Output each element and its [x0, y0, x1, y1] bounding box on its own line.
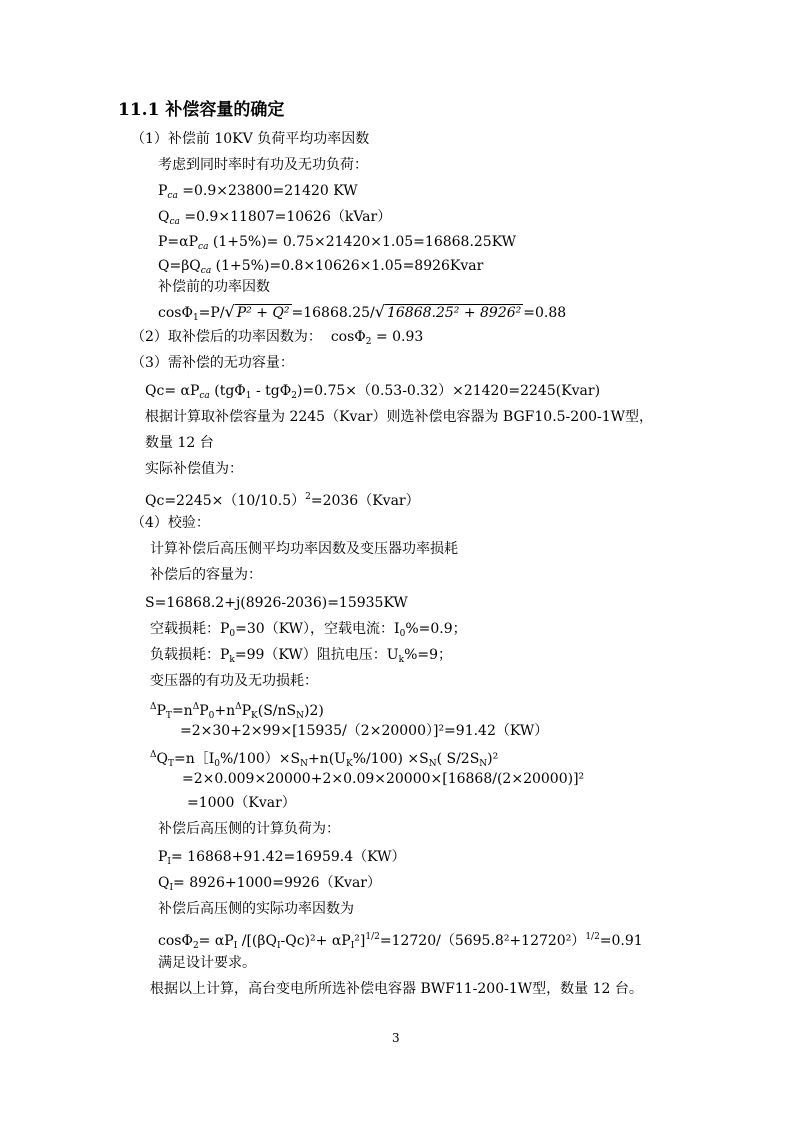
- formula-p: $P=\alpha P_{ca}$ (1+5%)= 0.75×21420×1.05=16868.25KW: [158, 234, 517, 252]
- formula-qca: $Q_{ca}$ =0.9×11807=10626（kVar）: [158, 209, 392, 227]
- noload-line: 空载损耗：$P_0=30(KW)$，空载电流：$I_0\%=0.9$；: [150, 621, 467, 639]
- pf-label: 补偿前的功率因数: [158, 279, 270, 295]
- formula-qc: $Qc= \alpha P_{ca}$ (tgΦ$_1$ - tgΦ$_2$)=0.75×（0.53-0.32）×21420=2245(Kvar): [145, 383, 601, 401]
- formula-cos1: cosΦ$_1$=P/√ P² + Q² =16868.25/√ 16868.25² + 8926² =0.88: [158, 302, 567, 323]
- cap-label: 补偿后的容量为：: [150, 567, 262, 583]
- page-number: 3: [392, 1031, 400, 1045]
- step4-heading: （4）校验：: [131, 515, 210, 531]
- formula-q: $Q=\beta Q_{ca}$ (1+5%)=0.8×10626×1.05=8926Kvar: [158, 258, 484, 276]
- step1-intro: 考虑到同时率时有功及无功负荷：: [158, 157, 368, 173]
- loss-label: 变压器的有功及无功损耗：: [150, 673, 318, 689]
- conclusion: 根据以上计算，高台变电所所选补偿电容器 BWF11-200-1W型，数量 12 台。: [150, 981, 643, 997]
- step1-heading: （1）补偿前 10KV 负荷平均功率因数: [131, 131, 370, 147]
- pf-label-2: 补偿后高压侧的实际功率因数为: [158, 901, 354, 917]
- formula-pca: $P_{ca} =0.9\times 23800=21420$ KW: [158, 183, 358, 201]
- actual-label: 实际补偿值为：: [145, 461, 243, 477]
- formula-dqt: $^\Delta Q_T=n[I_0\%/100)\times S_N+n(U_K\%/100) \times S_N$( $S/2S_N)^2$: [150, 750, 499, 769]
- step4-intro: 计算补偿后高压侧平均功率因数及变压器功率损耗: [150, 541, 458, 557]
- formula-dpt-line2: =2×30+2×99×[15935/（2×20000）]²=91.42（KW）: [180, 723, 549, 739]
- formula-cos2: $\cos\Phi_2= \alpha P_I$ $/[(\beta Q_I-Qc)^2+ \alpha P_I^2]^{1/2}=12720/(5695.8^2+12720^2)^{1/2}=0.91$: [158, 932, 643, 951]
- load-line: 负载损耗：$P_k=99(KW)$阻抗电压：$U_k\%=9$；: [150, 647, 453, 665]
- formula-dqt-line2: =2×0.009×20000+2×0.09×20000×[16868/(2×20000)]²: [182, 771, 585, 787]
- s-line: S=16868.2+j(8926-2036)=15935KW: [145, 595, 408, 611]
- ok-line: 满足设计要求。: [158, 955, 256, 971]
- formula-dpt: $^\Delta P_T=n^\Delta P_0+n^\Delta P_K(S/nS_N)2$): [150, 702, 324, 721]
- capacity-line2: 数量 12 台: [145, 435, 214, 451]
- step3-heading: （3）需补偿的无功容量：: [131, 355, 294, 371]
- calc-label: 补偿后高压侧的计算负荷为：: [158, 821, 340, 837]
- formula-qc2: $Qc=2245\times(10/10.5)^2=2036(Kvar)$: [145, 492, 420, 509]
- capacity-line1: 根据计算取补偿容量为 2245（Kvar）则选补偿电容器为 BGF10.5-200-1W型，: [145, 409, 654, 425]
- formula-qi: $Q_I=$ 8926+1000=9926（Kvar）: [158, 875, 381, 893]
- formula-pi: $P_I= 16868+91.42=16959.4(KW)$: [158, 849, 406, 867]
- formula-dqt-line3: =1000（Kvar）: [187, 795, 296, 811]
- step2-heading: （2）取补偿后的功率因数为： cosΦ$_2$ = 0.93: [131, 329, 424, 347]
- section-title: 11.1 补偿容量的确定: [118, 100, 285, 120]
